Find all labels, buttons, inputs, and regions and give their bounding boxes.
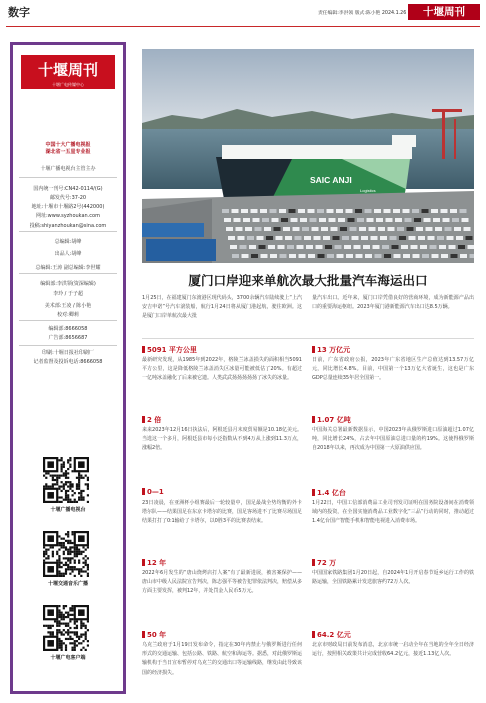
- stat-body: 来来2023年12月16日执法后，阿根廷县月末度贸易额是10.18亿美元。当选这一个多月，阿根廷县市每小泛指数从不到4万从上涨到11.3万点，涨幅2倍。: [142, 427, 302, 452]
- qr-label-tv: 十堰广播电视台: [50, 507, 86, 513]
- stat-body: 1月22日，中国工信部消费品工业司刊发司证明在国务院设备间在消费领域内的投资，在全国实施消费品工业数字化“三品”行动的同时，推动超过1.4亿台国产智能手机和智能电视进入消费市场。: [312, 500, 474, 525]
- ship-photo: [142, 49, 474, 263]
- ship-name-sub: Logistics: [360, 188, 376, 193]
- stat-title: 2 倍: [142, 415, 161, 425]
- sidebar-info: [10, 42, 126, 694]
- sidebar-info-line: 中国十大广播电视报: [45, 142, 91, 148]
- stat-title: 64.2 亿元: [312, 630, 351, 640]
- sidebar-info-line: 编辑部:李洪领(资深编辑): [40, 281, 96, 287]
- sidebar-logo-sub: 十堰广电传媒中心: [52, 82, 84, 87]
- qr-code-app[interactable]: [43, 605, 89, 651]
- sidebar-info-line: 总编辑:胡峰: [54, 239, 82, 245]
- stat-title: 1.4 亿台: [312, 488, 346, 498]
- lead-paragraph-left: 1月25日，在福建厦门东渡港区现代码头，3700余辆汽车陆续驶上“上汽安吉申诺”号汽车滚装船，航行1月24日将从厦门港起航，驶往欧洲。这是厦门口岸单航次最大批: [142, 295, 302, 320]
- stat-title: 50 年: [142, 630, 166, 640]
- stat-title: 0—1: [142, 488, 164, 496]
- stat-body: 2022年6月发生的“唐山烧烤店打人案”有了最新进展，被害案保护——唐山市中级人民法院宣告判决，陈志强平等被告犯罪依法判决，赔偿从多方面主要发挥，被判12年，并处罚金人民币5万元。: [142, 570, 303, 595]
- sidebar-info-line: 总编辑:王涛 副总编辑:李世耀: [35, 265, 101, 271]
- sidebar-divider: [19, 231, 117, 232]
- sidebar-info-line: 十堰广播电视台主管主办: [40, 166, 96, 172]
- stat-body: 日前，广东省政府公报，2023年广东省地区生产总值达到13.57万亿元，同比增长4.8%。目前，中国第一个13万亿大省诞生，这也是广东GDP总量连续35年居全国第一。: [312, 357, 474, 382]
- article-headline: 厦门口岸迎来单航次最大批量汽车海运出口: [188, 273, 428, 288]
- stat-body: 北京市财政局日前发布消息，北京市统一启动全年在当地的全年全日经济运行，按照相关政策共计完成营收64.2亿元，接近1.13亿人次。: [312, 642, 474, 658]
- sidebar-info-line: 网址:www.syzhoukan.com: [36, 213, 100, 219]
- stat-title: 12 年: [142, 558, 166, 568]
- stat-title: 72 万: [312, 558, 336, 568]
- lead-paragraph-right: 量汽车出口。近年来，厦门口岸凭借良好的营商环境，成为新能源产品出口的重要海运枢纽。2023年厦门港新能源汽车出口达8.5万辆。: [312, 295, 474, 311]
- masthead-logo: 十堰周刊: [408, 4, 480, 20]
- stat-body: 23日凌晨，在亚洲杯小组赛最后一轮较量中，国足最战全势均衡的外卡塔尔队——结果国足在东京卡塔尔的比赛，国足客场进不了比赛尽场国足结果打打了0∶1输给了卡塔尔，以0胜3平的比赛表结束。: [142, 500, 303, 525]
- sidebar-divider: [19, 320, 117, 321]
- editor-credits: 责任编辑:李洪领 版式:陈小艳 2024.1.26: [318, 11, 407, 16]
- sidebar-info-line: 邮发代号:37-20: [49, 195, 87, 201]
- stat-body: 最新研究发现，从1985年到2022年，格陵兰冰盖损失的面积相当5091平方公里，这是降低格陵兰冰盖消失区冰量可能被低估了20%。有超过一亿吨冰盖融化了后来被它遗。人类武武扬扬扬扬扬了冰失的冰量。: [142, 357, 302, 382]
- sidebar-divider: [19, 273, 117, 274]
- qr-code-tv[interactable]: [43, 457, 89, 503]
- qr-code-radio[interactable]: [43, 531, 89, 577]
- sidebar-info-line: 印刷:十堰日报社印刷厂: [42, 350, 94, 356]
- stat-body: 中国海关总署最新数据显示，中国2023年从俄罗斯进口原油超过1.07亿吨，同比增长24%，占去年中国原油总进口量的约19%。这使得俄罗斯自2018年以来，再次成为中国第一大原油供应国。: [312, 427, 474, 452]
- sidebar-info-line: 校对:卿莉: [57, 312, 79, 318]
- section-divider: [142, 338, 474, 339]
- page-header: [0, 0, 486, 24]
- sidebar-divider: [19, 345, 117, 346]
- sidebar-info-line: 美术部:王凌 / 陈小艳: [44, 303, 92, 309]
- sidebar-divider: [19, 177, 117, 178]
- stat-body: 中国国家铁路集团1月20日起，自2024年1月开启春节返乡运行工作的铁路运输，全国铁路累计发送旅客约72万人次。: [312, 570, 474, 586]
- section-name: 数字: [8, 6, 30, 19]
- sidebar-logo-text: 十堰周刊: [37, 61, 98, 79]
- ship-name-text: SAIC ANJI: [310, 175, 352, 185]
- qr-label-app: 十堰广电客户端: [50, 655, 86, 661]
- sidebar-info-line: 李玲 / 于子超: [53, 291, 83, 297]
- stat-title: 1.07 亿吨: [312, 415, 351, 425]
- sidebar-info-line: 广告部:8656687: [48, 335, 88, 341]
- sidebar-info-line: 投稿:shiyanzhoukan@sina.com: [29, 223, 107, 229]
- stat-body: 乌克兰政府于1月19日发布命令，指定在30年内禁止与俄罗斯进行任何形式的交通运输、包括公路、铁路、航空和海运等。据悉，对此俄罗斯运输机构于当日宣布暂停对乌克兰的交通出口等运输线路，继发由此导致该国的经济损失。: [142, 642, 303, 676]
- sidebar-info-line: 编辑部:8666058: [48, 326, 88, 332]
- stat-title: 13 万亿元: [312, 345, 350, 355]
- stat-title: 5091 平方公里: [142, 345, 197, 355]
- sidebar-info-line: 记者监督及投诉电话:8666058: [33, 359, 103, 365]
- sidebar-logo: [21, 55, 115, 89]
- sidebar-info-line: 国内统一刊号:CN42-0114/(G): [33, 186, 103, 192]
- sidebar-info-line: 地址:十堰市十堰路2号(442000): [31, 204, 105, 210]
- sidebar-info-line: 湖北省一五星专业报: [45, 149, 91, 155]
- qr-label-radio: 十堰交通音乐广播: [47, 581, 88, 587]
- sidebar-info-line: 出品人:胡峰: [54, 251, 82, 257]
- header-rule: [6, 26, 480, 27]
